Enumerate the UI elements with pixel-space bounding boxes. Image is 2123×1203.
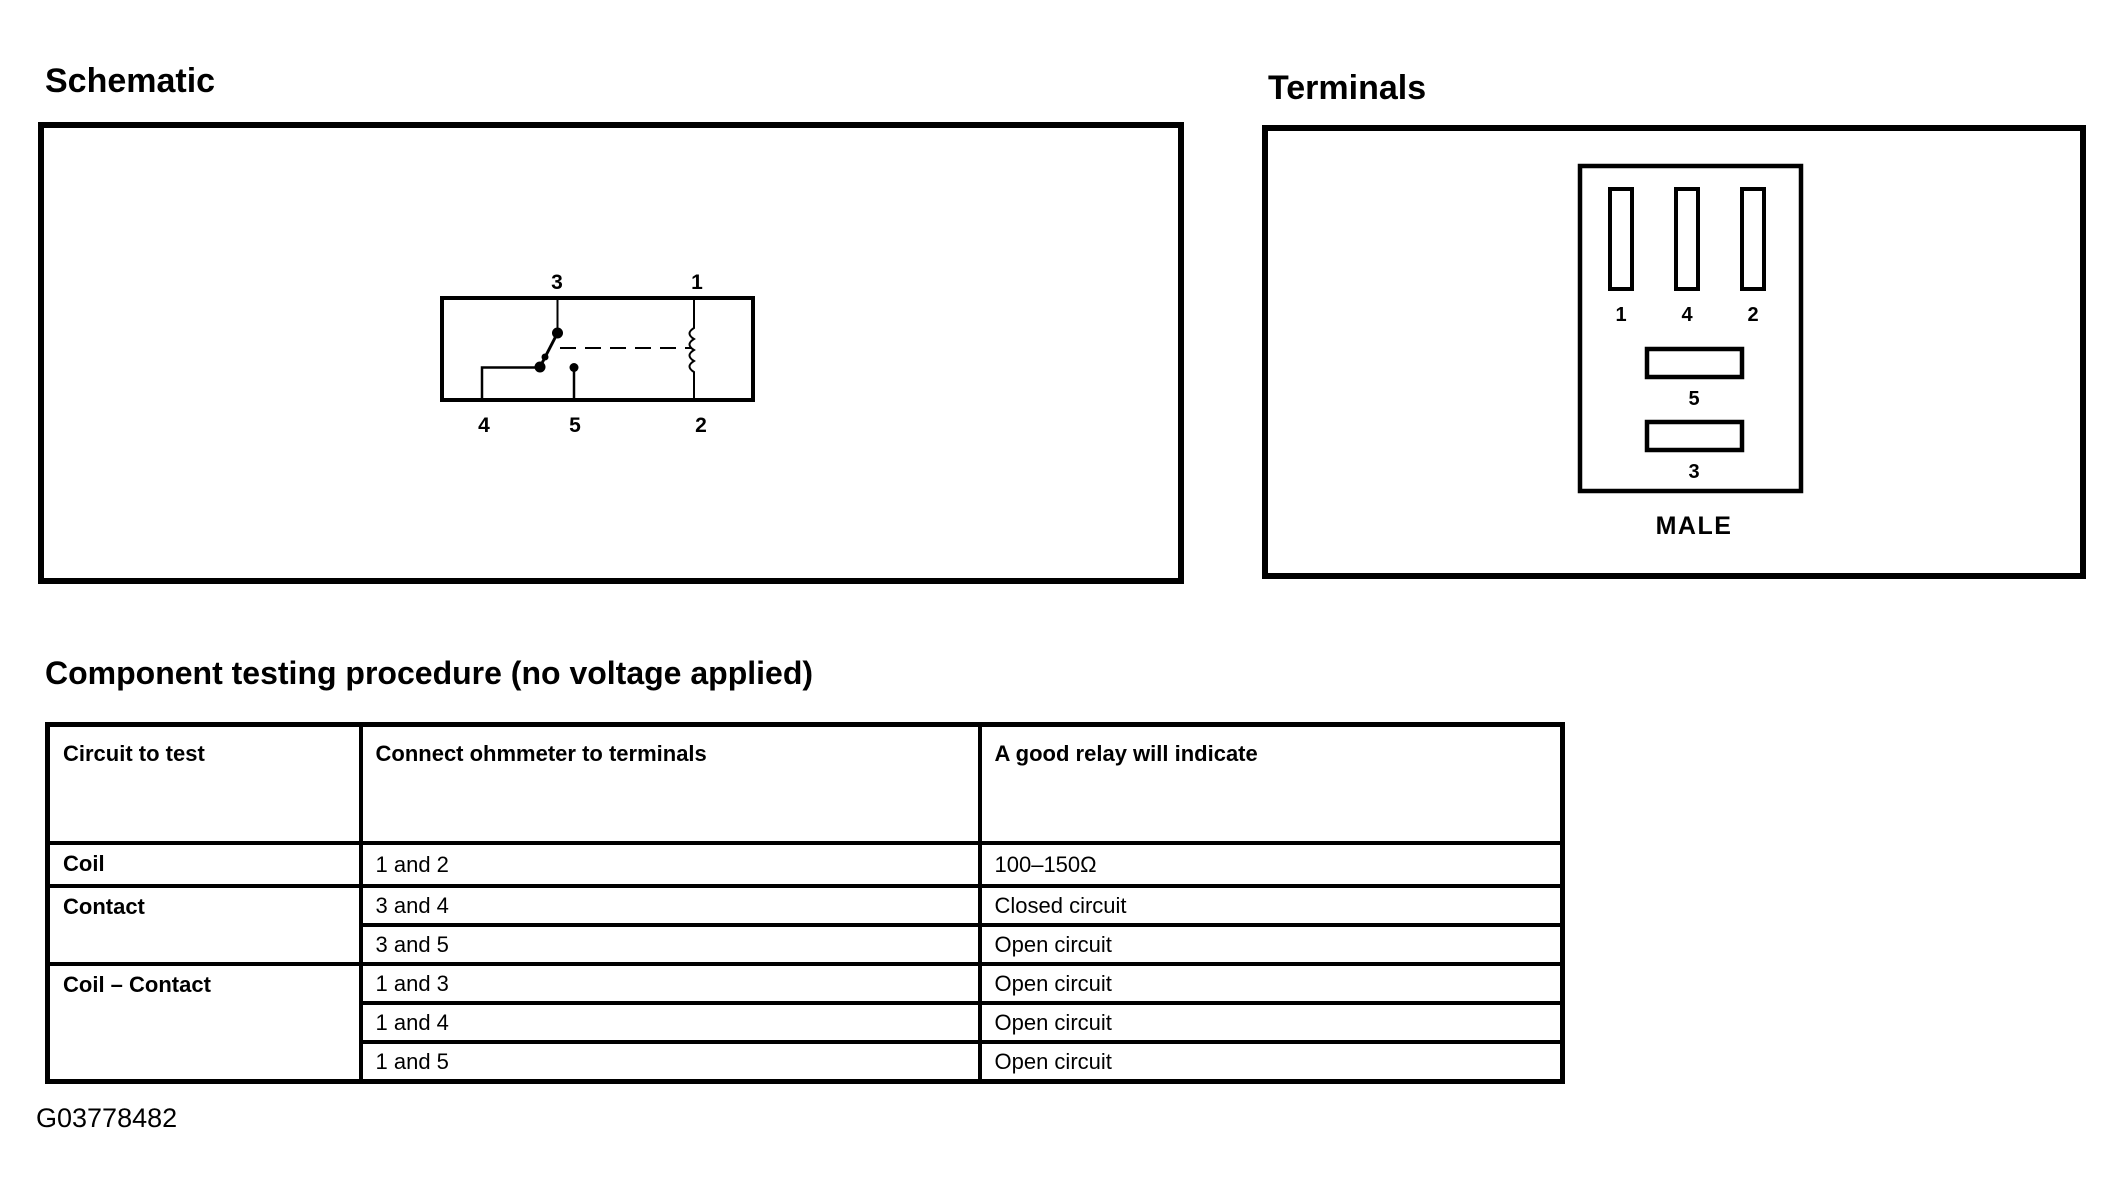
connector-gender-label: MALE (1655, 512, 1733, 540)
schematic-panel-border (41, 125, 1181, 581)
table-header-row (48, 725, 1563, 844)
table-row (48, 886, 1563, 925)
circuit-cell: Contact (48, 886, 361, 964)
relay-terminal-1-label: 1 (691, 271, 703, 294)
relay-coil (690, 300, 695, 400)
terminal-5-contact-dot (570, 363, 579, 372)
switch-arm (540, 333, 558, 367)
table-row (48, 964, 1563, 1003)
testing-procedure-title: Component testing procedure (no voltage applied) (45, 655, 814, 691)
indication-cell: Closed circuit (980, 886, 1563, 925)
terminals-section-title: Terminals (1268, 69, 1427, 107)
blade-slot-2-label: 2 (1747, 304, 1759, 326)
blade-slot-1-label: 1 (1615, 304, 1627, 326)
connector-terminals-diagram (1259, 122, 2089, 582)
terminals-cell: 1 and 3 (361, 964, 980, 1003)
table-row (48, 843, 1563, 886)
terminals-cell: 1 and 5 (361, 1042, 980, 1082)
column-header-circuit: Circuit to test (48, 725, 361, 844)
wide-slot-3-label: 3 (1688, 461, 1700, 483)
relay-terminal-4-label: 4 (478, 414, 490, 437)
circuit-cell: Coil (48, 843, 361, 886)
schematic-section-title: Schematic (45, 62, 216, 100)
blade-slot-4 (1676, 189, 1698, 289)
terminal-4-wire (482, 368, 540, 401)
relay-terminal-3-label: 3 (551, 271, 563, 294)
indication-cell: 100–150Ω (980, 843, 1563, 886)
blade-slot-2 (1742, 189, 1764, 289)
circuit-cell: Coil – Contact (48, 964, 361, 1082)
terminals-cell: 1 and 4 (361, 1003, 980, 1042)
wide-slot-5-label: 5 (1688, 388, 1700, 410)
indication-cell: Open circuit (980, 1042, 1563, 1082)
testing-procedure-table (45, 722, 1565, 1084)
relay-terminal-2-label: 2 (695, 414, 707, 437)
indication-cell: Open circuit (980, 964, 1563, 1003)
relay-schematic-diagram (35, 119, 1187, 587)
relay-terminal-5-label: 5 (569, 414, 581, 437)
blade-slot-1 (1610, 189, 1632, 289)
terminals-cell: 3 and 5 (361, 925, 980, 964)
indication-cell: Open circuit (980, 1003, 1563, 1042)
terminals-cell: 3 and 4 (361, 886, 980, 925)
connector-body (1580, 166, 1801, 491)
blade-slot-4-label: 4 (1681, 304, 1693, 326)
figure-id: G03778482 (36, 1103, 178, 1133)
switch-contact-dot (542, 354, 549, 361)
wide-slot-3 (1647, 422, 1742, 450)
wide-slot-5 (1647, 349, 1742, 377)
column-header-indication: A good relay will indicate (980, 725, 1563, 844)
column-header-terminals: Connect ohmmeter to terminals (361, 725, 980, 844)
indication-cell: Open circuit (980, 925, 1563, 964)
terminals-cell: 1 and 2 (361, 843, 980, 886)
